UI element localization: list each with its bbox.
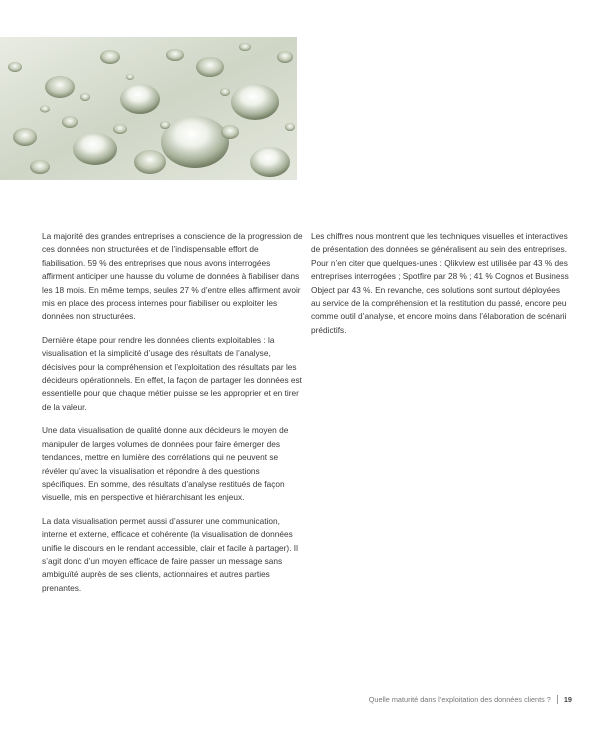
paragraph: La data visualisation permet aussi d’assurer une communication, interne et externe, efficace et cohérente (la visualisation de données unifie le discours en le rendant accessible, clair et facile à partager). Il s’agit donc d’un moyen efficace de faire passer un message sans ambiguïté auprès de ses clients, actionnaires et autres parties prenantes. [42,515,298,593]
paragraph: Une data visualisation de qualité donne aux décideurs le moyen de manipuler de larges volumes de données pour faire émerger des tendances, mettre en lumière des corrélations qui ne peuvent se révéler qu’avec la visualisation et répondre à des questions spécifiques. En somme, des résultats d’analyse restitués de façon visuelle, mis en perspective et hiérarchisant les enjeux. [42,425,289,503]
page-number: 19 [563,695,572,704]
footer-title: Quelle maturité dans l’exploitation des données clients ? [368,695,551,704]
water-droplets-image [0,37,297,180]
footer-divider [557,695,558,704]
page-footer [369,695,572,704]
left-text-column [42,230,304,605]
paragraph: Dernière étape pour rendre les données clients exploitables : la visualisation et la simplicité d’usage des résultats de l’analyse, décisives pour la compréhension et l’exploitation des résultats par les décideurs opérationnels. En effet, la façon de partager les données est essentielle pour que chaque métier puisse se les approprier et en tirer de la valeur. [42,334,302,412]
right-text-column [311,230,571,347]
paragraph: La majorité des grandes entreprises a conscience de la progression de ces données non structurées et de l’indispensable effort de fiabilisation. 59 % des entreprises que nous avons interrogées affirment anticiper une hausse du volume de données à fiabiliser dans les 18 mois. En même temps, seules 27 % d’entre elles affirment avoir mis en place des process internes pour fiabiliser ou exploiter les données non structurées. [42,231,303,322]
paragraph: Les chiffres nous montrent que les techniques visuelles et interactives de présentation des données se généralisent au sein des entreprises. Pour n’en citer que quelques-unes : Qlikview est utilisée par 43 % des entreprises interrogées ; Spotfire par 28 % ; 41 % Cognos et Business Object par 43 %. En revanche, ces solutions sont surtout déployées au service de la compréhension et la restitution du passé, encore peu comme outil d’analyse, et encore moins dans l’élaboration de scénarii prédictifs. [311,231,569,335]
water-droplets-illustration [0,37,297,180]
